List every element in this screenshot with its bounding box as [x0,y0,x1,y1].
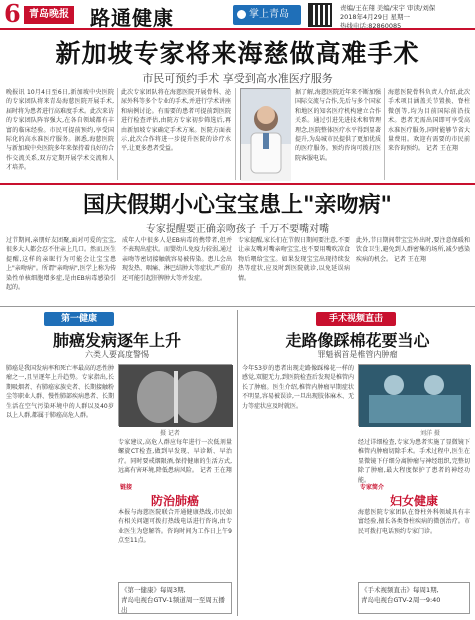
column-divider [237,310,238,616]
section-title: 路通健康 [90,6,174,30]
surgery-photo-icon [359,365,471,427]
article3-photo [118,364,232,426]
article3-headline: 肺癌发病逐年上升 [52,331,181,350]
article3-box-headline: 防治肺癌 [150,494,199,508]
qr-code-icon[interactable] [308,3,332,27]
column-divider [384,88,385,180]
meta-editors: 责编/王在翔 美编/宋宇 审读/刘保 [340,4,436,12]
article1-col4: 海慈医院骨科负责人介绍,此次手术项目涵盖关节置换、脊柱微创等,均为目前国际前沿技术。患者无需出国即可享受高水准医疗服务,同时能够节省大量费用。欢迎有需要的市民前来咨询预约。 记者 王在翔 [388,89,470,153]
program-line1: 《第一健康》每周3期, [121,586,186,594]
app-icon [237,10,246,19]
article4-tag: 手术视频直击 [316,312,396,326]
article3-col2: 专家建议,高危人群应每年进行一次低剂量螺旋CT检查,做到早发现、早诊断、早治疗。同时要戒烟限酒,保持健康的生活方式,远离有害环境,降低患病风险。 记者 王在翔 [118,439,232,475]
section-divider [0,306,475,307]
photo-credit: 刘洋 摄 [420,430,440,437]
article3-tag: 第一健康 [44,312,114,326]
article3-col1: 肺癌是我国发病率和死亡率最高的恶性肿瘤之一,且呈逐年上升趋势。专家指出,长期吸烟者、有肺癌家族史者、长期接触粉尘等职业人群、慢性肺部疾病患者、长期生活在空气污染环境中的人群以及40岁以上人群,都属于肺癌高危人群。 [6,365,115,420]
photo-credit: 摄 记者 [160,430,180,437]
app-label: 掌上青岛 [249,9,289,20]
section-divider [0,183,475,185]
article2-col3: 专家提醒,家长们在节假日期间要注意,不要让亲友嘴对嘴亲吻宝宝,也不要用嘴吹凉食物后喂给宝宝。如果发现宝宝出现持续发热等症状,应及时到医院就诊,以免延误病情。 [238,237,350,282]
article4-col2: 经过详细检查,专家为患者实施了显微镜下椎管内肿瘤切除手术。手术过程中,医生在显微镜下仔细分离肿瘤与神经组织,完整切除了肿瘤,最大程度保护了患者的神经功能。 [358,439,470,484]
article4-col1: 今年53岁的患者出现走路像踩棉花一样的感觉,双腿无力,到医院检查后发现是椎管内长了肿瘤。医生介绍,椎管内肿瘤早期症状不明显,容易被误诊,一旦出现肢体麻木、无力等症状应及时就医。 [242,365,354,410]
program-line1: 《手术视频直击》每周1期, [361,586,439,594]
article2-headline: 国庆假期小心宝宝患上"亲吻病" [83,192,392,218]
meta-date: 2018年4月29日 星期一 [340,13,411,21]
article4-box-title: 专家简介 [360,484,385,491]
program-line2: 青岛电视台GTV-2周一9:40 [361,596,441,604]
column-divider [235,88,236,180]
page-number: 6 [4,0,21,28]
article2-col4: 此外,节日期间带宝宝外出时,要注意保暖和饮食卫生,避免到人群密集的场所,减少感染疾病的机会。 记者 王在翔 [356,237,470,263]
article1-photo [240,88,290,180]
masthead-meta [340,4,472,31]
article4-subhead: 罪魁祸首是椎管内肿瘤 [317,350,398,359]
article1-subhead: 市民可预约手术 享受到高水准医疗服务 [142,72,333,85]
xray-photo-icon [119,365,233,427]
article3-box-title: 链接 [120,484,133,491]
meta-hotline: 热线电话:82860085 [340,22,402,30]
program-line2: 青岛电视台GTV-1频道周一至周五播出 [121,596,225,614]
article2-col1: 过节期间,亲朋好友团聚,面对可爱的宝宝,很多大人都会忍不住亲上几口。然而,医生提醒,这样的亲昵行为可能会让宝宝患上"亲吻病"。所谓"亲吻病",医学上称为传染性单核细胞增多症,是由EB病毒感染引起的。 [6,237,116,292]
article4-box-headline: 妇女健康 [389,494,438,508]
article4-photo [358,364,470,426]
newspaper-logo: 青岛晚报 [24,6,74,24]
masthead [0,0,475,30]
article3-program-box [118,582,232,614]
app-badge[interactable] [233,5,301,25]
article1-headline: 新加坡专家将来海慈做高难手术 [55,39,420,68]
article1-col3: 据了解,海慈医院近年来不断加强国际交流与合作,先后与多个国家和地区的知名医疗机构建立合作关系。通过引进先进技术和管理理念,医院整体医疗水平得到显著提升,为岛城市民提供了更加优质的医疗服务。预约咨询可拨打医院客服电话。 [295,89,381,162]
article2-subhead: 专家提醒要正确亲吻孩子 千万不要嘴对嘴 [145,224,330,235]
article3-box-text: 本报与海慈医院联合开通健康热线,市民如有相关问题可拨打热线电话进行咨询,由专业医生为您解答。咨询时间为工作日上午9点至11点。 [118,509,232,545]
article1-col1: 晚报讯 10月4日至6日,新加坡中央医院的专家团队将来青岛海慈医院开展手术,届时将为患者进行高难度手术。此次来访的专家团队阵容强大,在各自领域都有丰富的临床经验。市民可提前预约,享受国际化的高水准医疗服务。据悉,海慈医院与新加坡中央医院多年来保持着良好的合作交流关系,双方定期开展学术交流和人才培养。 [6,89,115,172]
article2-col2: 成年人中很多人是EB病毒的携带者,但并不表现出症状。而婴幼儿免疫力较弱,通过亲吻等密切接触就容易被传染。患儿会出现发热、咽痛、淋巴结肿大等症状,严重的还可能引起肝脾肿大等并发症。 [122,237,232,282]
article3-subhead: 六类人要高度警惕 [85,350,149,359]
article1-col2: 此次专家团队将在海慈医院开展骨科、泌尿外科等多个专业的手术,并进行学术讲座和病例讨论。有需要的患者可提前到医院进行检查评估,由院方专家初步筛选后,再由新加坡专家确定手术方案。医院方面表示,此次合作将进一步提升医院的诊疗水平,让更多患者受益。 [121,89,231,153]
article4-headline: 走路像踩棉花要当心 [285,331,430,350]
article4-program-box [358,582,470,614]
article4-box-text: 海慈医院专家团队在脊柱外科领域具有丰富经验,擅长各类脊柱疾病的微创治疗。市民可拨打电话预约专家门诊。 [358,509,470,535]
column-divider [117,88,118,180]
doctor-photo-icon [241,89,291,181]
